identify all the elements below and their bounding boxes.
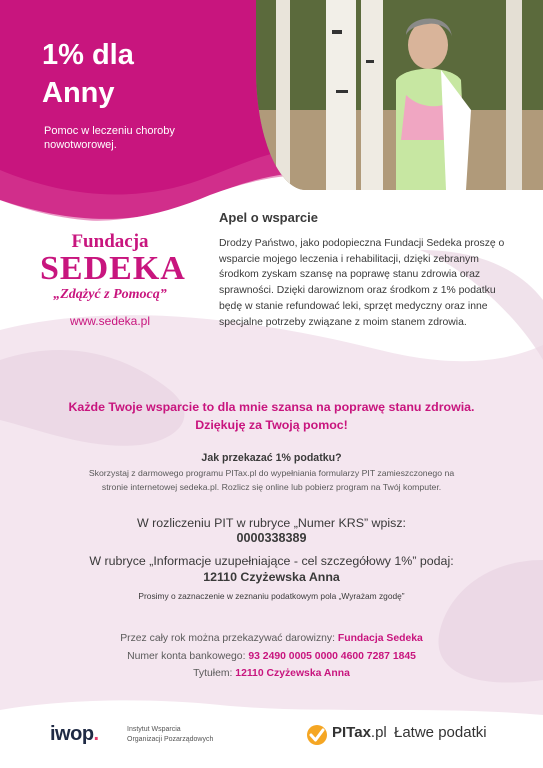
page-title <box>42 36 134 112</box>
iwop-logo-dot: . <box>93 723 99 745</box>
subtitle: Pomoc w leczeniu choroby nowotworowej. <box>44 125 175 151</box>
iwop-logo-text: iwop <box>50 723 94 745</box>
logo-line-motto: „Zdążyć z Pomocą” <box>53 287 167 302</box>
logo-line-fundacja: Fundacja <box>71 231 149 252</box>
purpose-label: W rubryce „Informacje uzupełniające - cel szczegółowy 1%” podaj: <box>89 554 454 568</box>
account-prefix: Numer konta bankowego: <box>127 650 249 662</box>
howto-heading: Jak przekazać 1% podatku? <box>201 452 342 464</box>
pitax-logo <box>332 724 387 741</box>
appeal-text: Drodzy Państwo, jako podopieczna Fundacji Sedeka proszę o wsparcie mojego leczenia i rehabilitacji, dzięki zebranym środkom zyskam szansę na poprawę stanu zdrowia oraz sprawności. Dzięki darowiznom oraz środkom z 1% podatku będę w stanie refundować leki, sprzęt medyczny oraz inne specjalne potrzeby związane z moim stanem zdrowia. <box>219 238 505 328</box>
purpose-value: 12110 Czyżewska Anna <box>203 570 340 584</box>
headline-line-1: Każde Twoje wsparcie to dla mnie szansa na poprawę stanu zdrowia. <box>68 400 475 414</box>
donation-info <box>0 630 543 683</box>
donation-prefix: Przez cały rok można przekazywać darowizny: <box>120 633 338 644</box>
title-line-1: 1% dla <box>42 39 134 71</box>
krs-number: 0000338389 <box>236 531 307 545</box>
headline-line-2: Dziękuję za Twoją pomoc! <box>195 418 348 432</box>
title-line-2: Anny <box>42 77 115 109</box>
pitax-check-icon <box>306 724 328 746</box>
bank-account-number: 93 2490 0005 0000 4600 7287 1845 <box>248 650 416 662</box>
consent-note: Prosimy o zaznaczenie w zeznaniu podatkowym pola „Wyrażam zgodę” <box>138 591 405 601</box>
iwop-logo <box>50 723 99 746</box>
bank-account-line <box>0 648 543 666</box>
foundation-name: Fundacja Sedeka <box>337 633 423 644</box>
title-prefix: Tytułem: <box>193 668 236 679</box>
iwop-caption-line-1: Instytut Wsparcia <box>127 726 181 733</box>
krs-label: W rozliczeniu PIT w rubryce „Numer KRS” wpisz: <box>137 516 406 530</box>
support-headline <box>20 398 523 434</box>
pitax-logo-light: .pl <box>370 724 387 741</box>
howto-line-2: stronie internetowej sedeka.pl. Rozlicz się online lub pobierz program na Twój komputer. <box>101 482 442 492</box>
howto-line-1: Skorzystaj z darmowego programu PITax.pl do wypełniania formularzy PIT zamieszczonego na <box>88 468 455 478</box>
appeal-heading: Apel o wsparcie <box>219 210 318 225</box>
donation-foundation-line <box>0 630 543 648</box>
portrait-photo <box>256 0 543 190</box>
website-link[interactable]: www.sedeka.pl <box>69 314 151 328</box>
iwop-caption-line-2: Organizacji Pozarządowych <box>127 736 214 743</box>
iwop-caption <box>127 725 237 745</box>
pitax-logo-bold: PITax <box>332 724 371 741</box>
transfer-title-line <box>0 665 543 683</box>
howto-text <box>40 466 503 494</box>
transfer-title-value: 12110 Czyżewska Anna <box>235 668 350 679</box>
pitax-tagline: Łatwe podatki <box>394 724 487 741</box>
sedeka-logo <box>40 231 186 328</box>
logo-line-sedeka: SEDEKA <box>40 250 186 287</box>
